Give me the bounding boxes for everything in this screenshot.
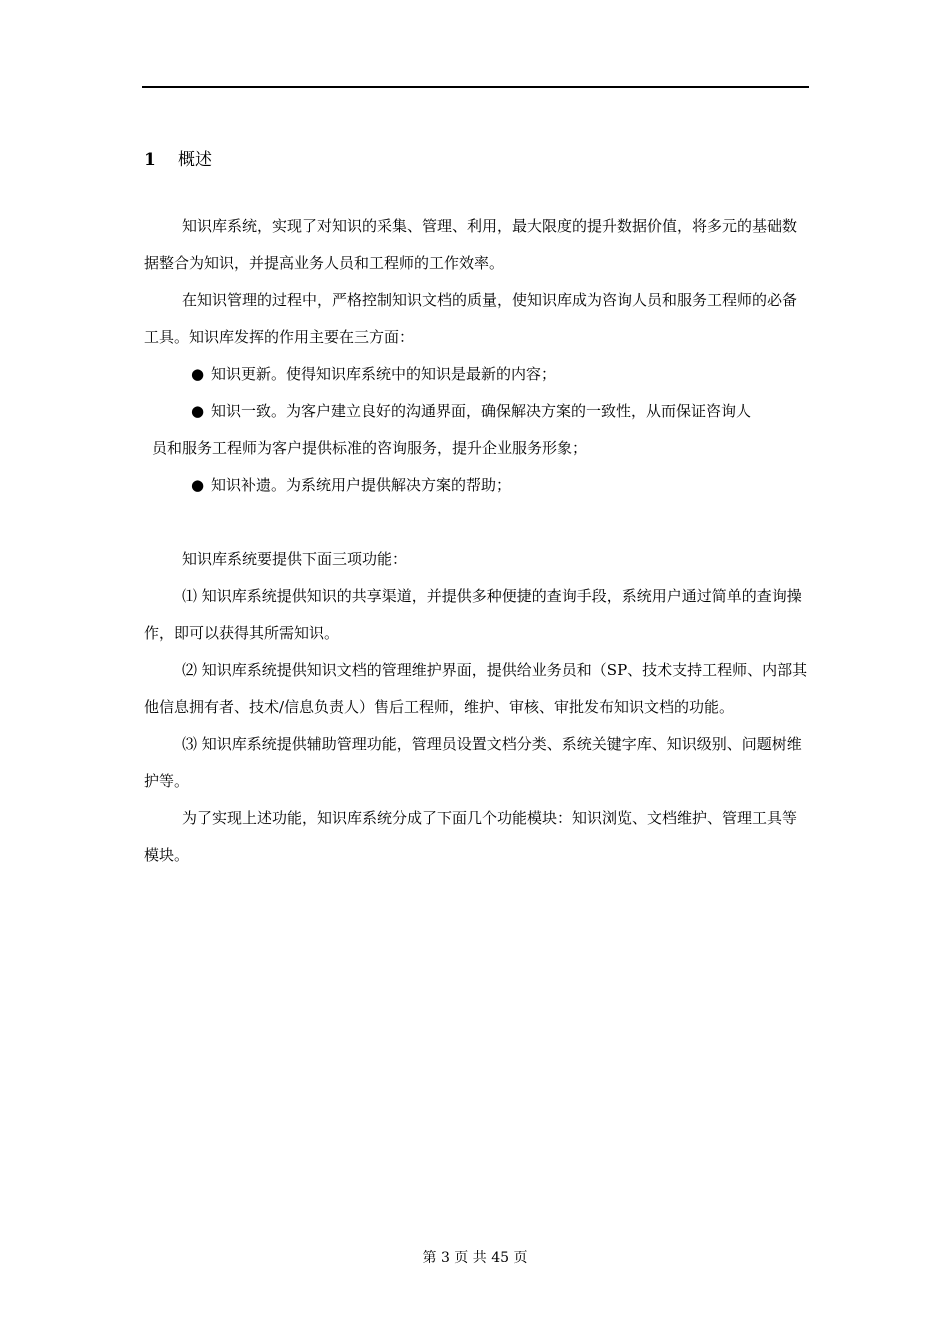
item-marker: ⑴ [182, 587, 198, 605]
paragraph-modules: 为了实现上述功能，知识库系统分成了下面几个功能模块：知识浏览、文档维护、管理工具等模块。 [144, 809, 798, 864]
item-marker: ⑶ [182, 735, 198, 753]
bullet-item [144, 393, 808, 467]
bullet-text: 知识一致。为客户建立良好的沟通界面，确保解决方案的一致性，从而保证咨询人 [211, 402, 752, 420]
bullet-text: 知识更新。使得知识库系统中的知识是最新的内容； [211, 365, 557, 383]
item-text: 知识库系统提供辅助管理功能，管理员设置文档分类、系统关键字库、知识级别、问题树维护等。 [144, 735, 802, 790]
item-marker: ⑵ [182, 661, 198, 679]
section-number: 1 [144, 150, 156, 170]
paragraph-intro: 知识库系统，实现了对知识的采集、管理、利用，最大限度的提升数据价值，将多元的基础数据整合为知识，并提高业务人员和工程师的工作效率。 [144, 217, 798, 272]
bullet-item [144, 356, 808, 393]
page-footer: 第 3 页 共 45 页 [422, 1250, 528, 1266]
bullet-icon: ● [191, 365, 205, 383]
spacer [144, 504, 808, 541]
numbered-item [144, 578, 808, 652]
section-heading [144, 148, 212, 172]
bullet-text: 知识补遗。为系统用户提供解决方案的帮助； [211, 476, 512, 494]
item-text: 知识库系统提供知识文档的管理维护界面，提供给业务员和（SP、技术支持工程师、内部其他信息拥有者、技术/信息负责人）售后工程师，维护、审核、审批发布知识文档的功能。 [144, 661, 808, 716]
bullet-icon: ● [191, 402, 205, 420]
item-text: 知识库系统提供知识的共享渠道，并提供多种便捷的查询手段，系统用户通过简单的查询操作，即可以获得其所需知识。 [144, 587, 802, 642]
numbered-item [144, 652, 808, 726]
section-title: 概述 [178, 150, 212, 170]
paragraph-functions: 知识库系统要提供下面三项功能： [182, 550, 408, 568]
body-content [144, 208, 808, 874]
header-rule [142, 86, 809, 88]
paragraph-role: 在知识管理的过程中，严格控制知识文档的质量，使知识库成为咨询人员和服务工程师的必备工具。知识库发挥的作用主要在三方面： [144, 291, 798, 346]
numbered-item [144, 726, 808, 800]
bullet-text-continued: 员和服务工程师为客户提供标准的咨询服务，提升企业服务形象； [152, 439, 588, 457]
bullet-item [144, 467, 808, 504]
bullet-icon: ● [191, 476, 205, 494]
